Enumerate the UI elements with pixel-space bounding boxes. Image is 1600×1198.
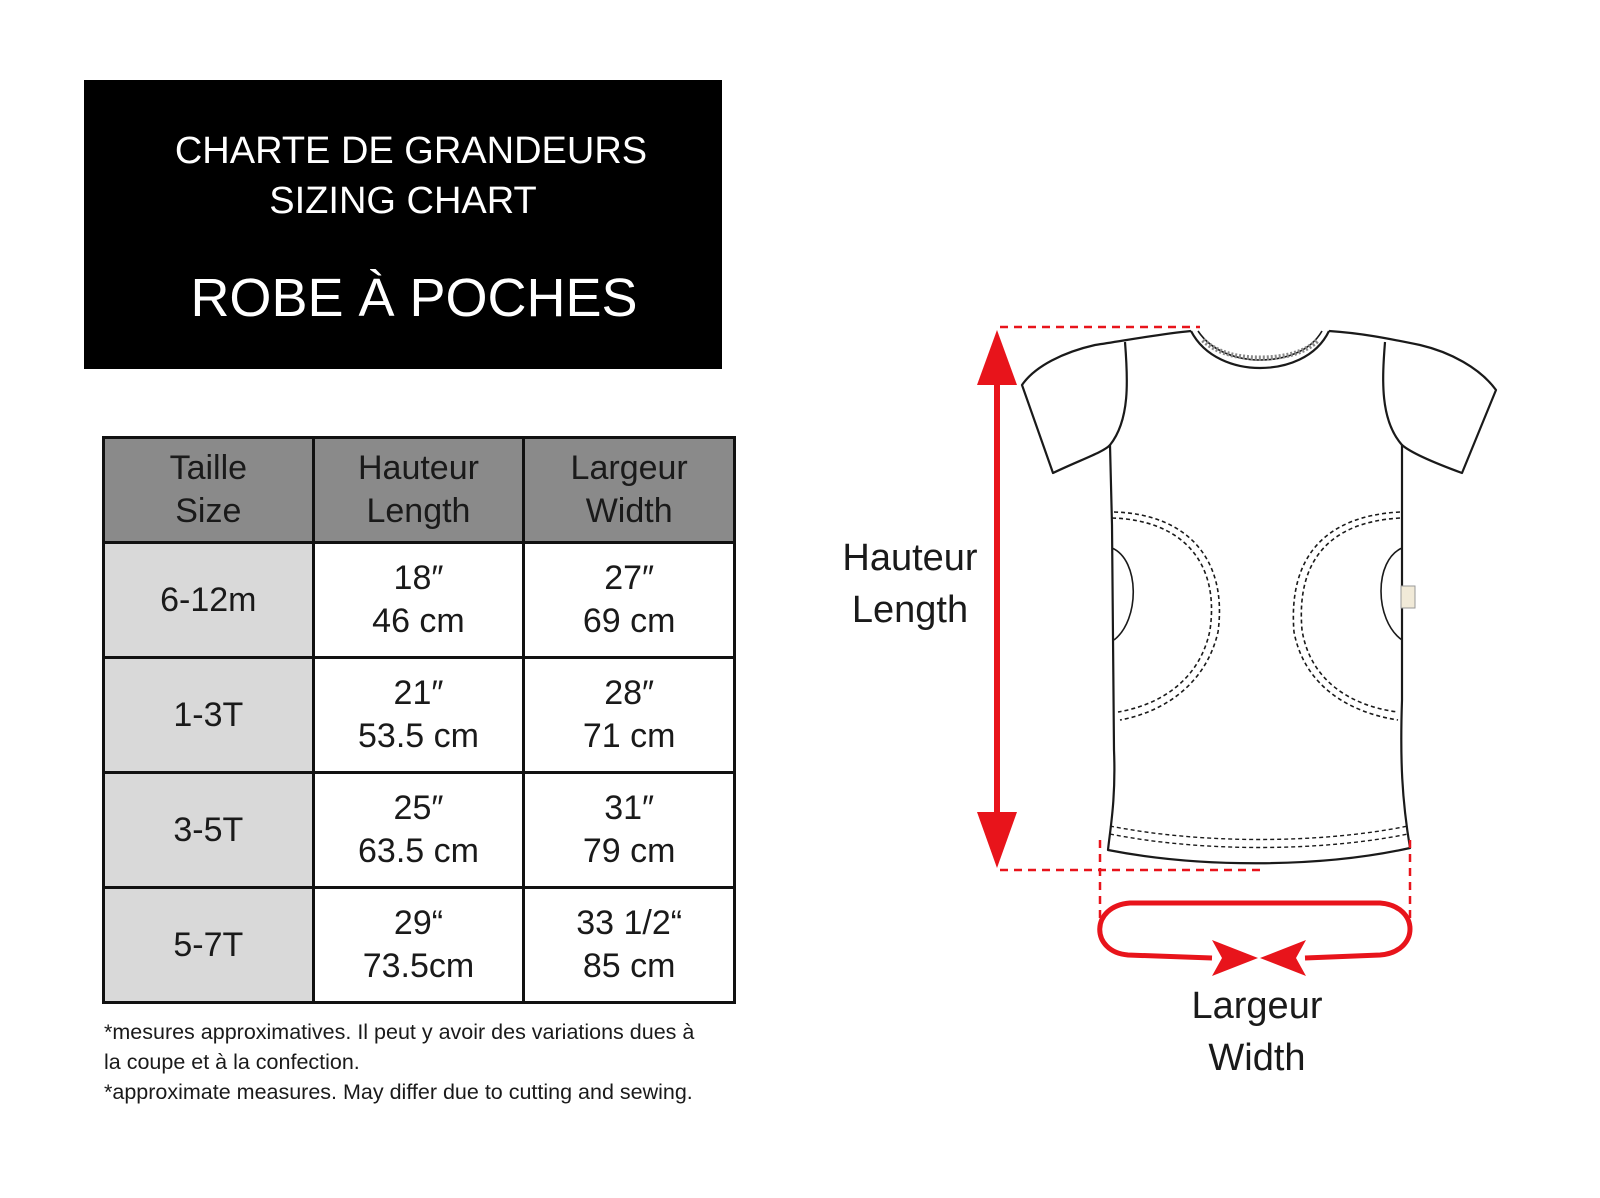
- length-label-en: Length: [851, 589, 969, 631]
- length-inches: 21″: [393, 674, 444, 712]
- width-inches: 31″: [604, 789, 655, 827]
- footnote-en: *approximate measures. May differ due to cutting and sewing.: [104, 1080, 693, 1104]
- size-cell: 6-12m: [104, 543, 314, 658]
- length-inches: 29“: [393, 904, 444, 942]
- length-cm: 73.5cm: [362, 947, 475, 985]
- length-inches: 25″: [393, 789, 444, 827]
- width-inches: 33 1/2“: [576, 904, 683, 942]
- header-width-fr: Largeur: [570, 449, 688, 487]
- footnote-fr-line1: *mesures approximatives. Il peut y avoir des variations dues à: [104, 1020, 695, 1044]
- width-label-fr: Largeur: [1191, 985, 1323, 1027]
- width-cm: 79 cm: [582, 832, 676, 870]
- width-inches: 27″: [604, 559, 655, 597]
- size-cell: 5-7T: [104, 888, 314, 1003]
- width-cm: 71 cm: [582, 717, 676, 755]
- label-tag: [1401, 586, 1415, 608]
- footnote-fr-line2: la coupe et à la confection.: [104, 1050, 360, 1074]
- width-inches: 28″: [604, 674, 655, 712]
- width-cm: 85 cm: [582, 947, 676, 985]
- width-label: [1172, 980, 1342, 1084]
- length-cm: 63.5 cm: [358, 832, 479, 870]
- pockets: [1112, 512, 1402, 720]
- width-arrow: [1100, 840, 1410, 976]
- header-length-fr: Hauteur: [357, 449, 479, 487]
- length-inches: 18″: [393, 559, 444, 597]
- header-size-fr: Taille: [169, 449, 248, 487]
- length-arrow: [977, 327, 1260, 870]
- length-cm: 46 cm: [372, 602, 465, 640]
- chart-title-fr: CHARTE DE GRANDEURS: [174, 130, 648, 172]
- header-width-en: Width: [585, 492, 673, 530]
- width-cm: 69 cm: [582, 602, 676, 640]
- dress-outline: [1022, 331, 1496, 863]
- width-label-en: Width: [1208, 1037, 1306, 1079]
- length-label: [830, 532, 990, 636]
- chart-title-en: SIZING CHART: [269, 180, 537, 222]
- header-size-en: Size: [175, 492, 242, 530]
- size-cell: 1-3T: [104, 658, 314, 773]
- hem-stitching: [1110, 826, 1408, 848]
- product-name: ROBE À POCHES: [190, 268, 638, 328]
- header-length-en: Length: [366, 492, 471, 530]
- length-label-fr: Hauteur: [842, 537, 978, 579]
- size-cell: 3-5T: [104, 773, 314, 888]
- length-cm: 53.5 cm: [358, 717, 479, 755]
